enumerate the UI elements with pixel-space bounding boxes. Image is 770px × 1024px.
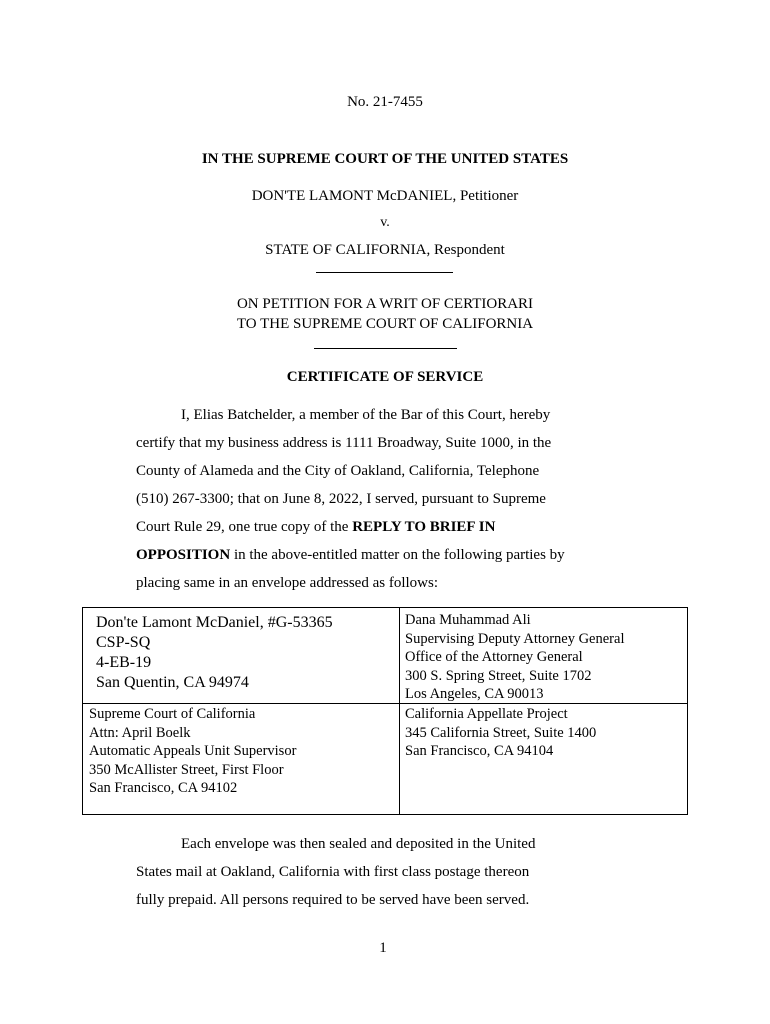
certificate-title: CERTIFICATE OF SERVICE [286,369,484,385]
address-table [82,607,688,815]
petitioner-line: DON'TE LAMONT McDANIEL, Petitioner [251,188,519,204]
body-line: States mail at Oakland, California with first class postage thereon [136,864,530,880]
body-line: placing same in an envelope addressed as follows: [136,575,438,591]
address-line: Attn: April Boelk [89,724,191,741]
page-number: 1 [379,940,387,956]
body-line: County of Alameda and the City of Oakland, California, Telephone [136,463,540,479]
court-heading: IN THE SUPREME COURT OF THE UNITED STATES [201,151,569,167]
body-line: certify that my business address is 1111 Broadway, Suite 1000, in the [136,435,552,451]
address-line: 345 California Street, Suite 1400 [405,724,597,741]
address-supreme-court [89,705,296,798]
document-title-bold: OPPOSITION [136,547,231,563]
address-line: 300 S. Spring Street, Suite 1702 [405,667,592,684]
body-line [136,547,565,564]
address-line: 4-EB-19 [96,654,152,671]
docket-number: No. 21-7455 [347,94,423,110]
body-line: I, Elias Batchelder, a member of the Bar of this Court, hereby [181,407,551,423]
address-line: Supreme Court of California [89,706,256,722]
body-line [136,519,495,536]
petition-line-2: TO THE SUPREME COURT OF CALIFORNIA [236,316,534,332]
address-line: California Appellate Project [405,706,568,722]
address-line: Don'te Lamont McDaniel, #G-53365 [96,614,333,631]
versus-line: v. [380,215,390,230]
address-line: Office of the Attorney General [405,649,583,665]
address-line: San Francisco, CA 94102 [89,780,238,796]
body-line: (510) 267-3300; that on June 8, 2022, I served, pursuant to Supreme [136,491,546,507]
table-divider-vertical [399,608,400,814]
document-title-bold: REPLY TO BRIEF IN [352,519,496,535]
address-line: 350 McAllister Street, First Floor [89,761,284,778]
respondent-line: STATE OF CALIFORNIA, Respondent [265,242,505,258]
address-line: CSP-SQ [96,634,151,651]
petition-line-1: ON PETITION FOR A WRIT OF CERTIORARI [236,296,534,312]
address-appellate-project [405,705,596,761]
address-attorney-general [405,611,624,704]
address-line: Los Angeles, CA 90013 [405,686,544,702]
address-line: Supervising Deputy Attorney General [405,630,625,647]
address-line: Dana Muhammad Ali [405,612,531,628]
body-line: fully prepaid. All persons required to be served have been served. [136,892,530,908]
address-line: San Quentin, CA 94974 [96,674,249,691]
body-text: in the above-entitled matter on the following parties by [230,547,565,563]
divider-rule [316,272,453,273]
body-text: Court Rule 29, one true copy of the [136,519,353,535]
address-line: San Francisco, CA 94104 [405,743,554,759]
address-petitioner [96,613,333,693]
divider-rule [314,348,457,349]
address-line: Automatic Appeals Unit Supervisor [89,743,297,759]
body-line: Each envelope was then sealed and deposited in the United [181,836,536,852]
